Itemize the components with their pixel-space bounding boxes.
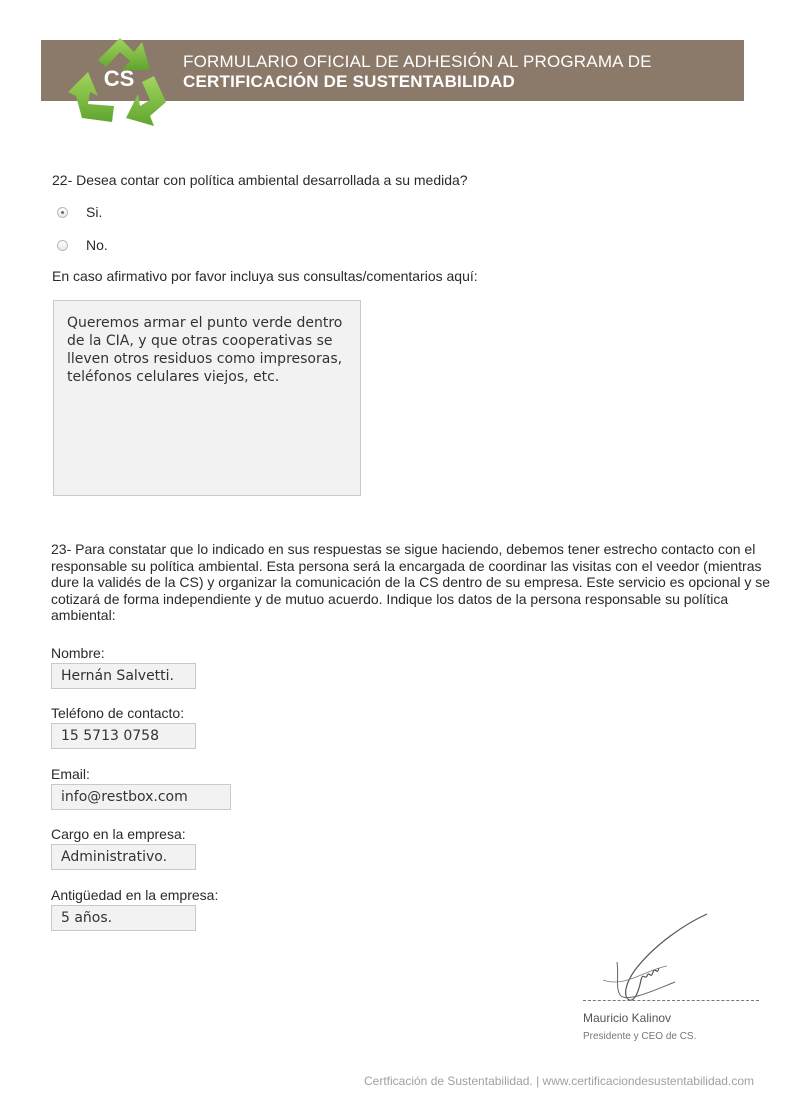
- signature-drawing: [595, 910, 715, 1006]
- header-title: [183, 52, 652, 92]
- field-label-email: Email:: [51, 766, 90, 782]
- radio-option-no[interactable]: [57, 237, 108, 253]
- field-label-nombre: Nombre:: [51, 645, 105, 661]
- recycle-logo-icon: [68, 30, 172, 128]
- signature-line: [583, 1000, 759, 1001]
- signature-name: Mauricio Kalinov: [583, 1011, 672, 1025]
- email-field[interactable]: info@restbox.com: [51, 784, 231, 810]
- question-23: 23- Para constatar que lo indicado en sus respuestas se sigue haciendo, debemos tener estrecho contacto con el responsable su política ambiental. Esta persona será la encargada de coordinar las visitas con el veedor (mientras dure la validés de la CS) y organizar la comunicación de la CS dentro de su empresa. Este servicio es opcional y se cotizará de forma independiente y de mutuo acuerdo. Indique los datos de la persona responsable su política ambiental:: [51, 541, 771, 623]
- telefono-field[interactable]: 15 5713 0758: [51, 723, 196, 749]
- radio-label-si: Si.: [86, 204, 103, 220]
- comment-textarea[interactable]: Queremos armar el punto verde dentro de la CIA, y que otras cooperativas se lleven otros residuos como impresoras, teléfonos celulares viejos, etc.: [53, 300, 361, 496]
- radio-button-si[interactable]: [57, 207, 68, 218]
- radio-option-si[interactable]: [57, 204, 102, 220]
- field-label-antiguedad: Antigüedad en la empresa:: [51, 887, 219, 903]
- comment-label: En caso afirmativo por favor incluya sus consultas/comentarios aquí:: [52, 268, 478, 284]
- antiguedad-field[interactable]: 5 años.: [51, 905, 196, 931]
- field-label-cargo: Cargo en la empresa:: [51, 826, 186, 842]
- logo-text: CS: [103, 66, 135, 91]
- nombre-field[interactable]: Hernán Salvetti.: [51, 663, 196, 689]
- field-label-telefono: Teléfono de contacto:: [51, 705, 185, 721]
- radio-button-no[interactable]: [57, 240, 68, 251]
- footer-text: Certficación de Sustentabilidad. | www.certificaciondesustentabilidad.com: [364, 1074, 754, 1088]
- header-title-line2: CERTIFICACIÓN DE SUSTENTABILIDAD: [183, 72, 515, 91]
- radio-label-no: No.: [86, 237, 108, 253]
- cargo-field[interactable]: Administrativo.: [51, 844, 196, 870]
- question-22: 22- Desea contar con política ambiental desarrollada a su medida?: [52, 172, 468, 188]
- signature-title: Presidente y CEO de CS.: [583, 1031, 697, 1042]
- header-title-line1: FORMULARIO OFICIAL DE ADHESIÓN AL PROGRAMA DE: [183, 52, 652, 71]
